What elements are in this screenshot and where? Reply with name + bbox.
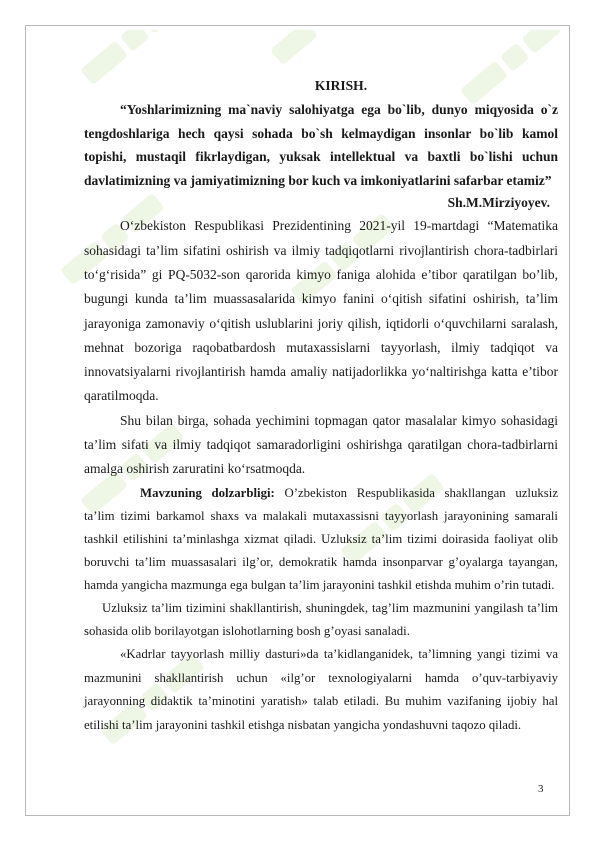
relevance-heading: Mavzuning dolzarbligi: [140, 485, 275, 500]
epigraph-author: Sh.M.Mirziyoyev. [447, 195, 550, 211]
epigraph-quote: “Yoshlarimizning ma`naviy salohiyatga ega bo`lib, dunyo miqyosida o`z tengdoshlariga hech qaysi sohada bo`sh kelmaydigan insonlar bo`lib kamol topishi, mustaqil fikrlaydigan, yuksak intellektual va baxtli bo`lishi uchun davlatimizning va jamiyatimizning bor kuch va imkoniyatlarini safarbar etamiz” [84, 102, 558, 188]
page-number: 3 [538, 783, 544, 795]
paragraph-continuous-education: Uzluksiz ta’lim tizimini shakllantirish, shuningdek, tag’lim mazmunini yangilash ta’lim sohasida olib borilayotgan islohotlarning bosh g’oyasi sanaladi. [84, 601, 558, 639]
paragraph-relevance [84, 482, 558, 597]
paragraph-issues: Shu bilan birga, sohada yechimini topmagan qator masalalar kimyo sohasidagi ta’lim sifati va ilmiy tadqiqot samaradorligini oshirishga qaratilgan chora-tadbirlarni amalga oshirish zaruratini ko‘rsatmoqda. [84, 412, 558, 477]
paragraph-decree: O‘zbekiston Respublikasi Prezidentining 2021-yil 19-martdagi “Matematika sohasidagi ta’lim sifatini oshirish va ilmiy tadqiqotlarni rivojlantirish chora-tadbirlari to‘g‘risida” gi PQ-5032-son qarorida kimyo faniga alohida e’tibor qaratilgan bo’lib, bugungi kunda ta’lim muassasalarida kimyo fanini o‘qitish sifatini oshirish, ta’lim jarayoniga zamonaviy o‘qitish uslublarini joriy qilish, iqtidorli o‘quvchilarni saralash, mehnat bozoriga raqobatbardosh mutaxassislarni tayyorlash, ilmiy tadqiqot va innovatsiyalarni rivojlantirish hamda amaliy natijadorlikka yo‘naltirishga katta e’tibor qaratilmoqda. [84, 218, 558, 404]
page-title: KIRISH. [314, 78, 368, 93]
document-body [84, 76, 558, 738]
paragraph-national-program: «Kadrlar tayyorlash milliy dasturi»da ta’kidlanganidek, ta’limning yangi tizimi va mazmunini shakllantirish uchun «ilg’or texnologiyalarni hamda o’quv-tarbiyaviy jarayonning didaktik ta’minotini yaratish» talab etiladi. Bu muhim vazifaning ijobiy hal etilishi ta’lim jarayonini tashkil etishga nisbatan yangicha yondashuvni taqozo qiladi. [84, 647, 558, 733]
relevance-text: O’zbekiston Respublikasida shakllangan uzluksiz ta’lim tizimi barkamol shaxs va malakali mutaxassisni tayyorlash jarayonining samarali tashkil etilishini ta’minlashga xizmat qiladi. Uzluksiz ta’lim tizimi doirasida faoliyat olib boruvchi ta’lim muassasalari ilg’or, demokratik hamda insonparvar g’oyalarga tayangan, hamda yangicha mazmunga ega bulgan ta’lim jarayonini tashkil etishda muhim o’rin tutadi. [84, 485, 558, 593]
